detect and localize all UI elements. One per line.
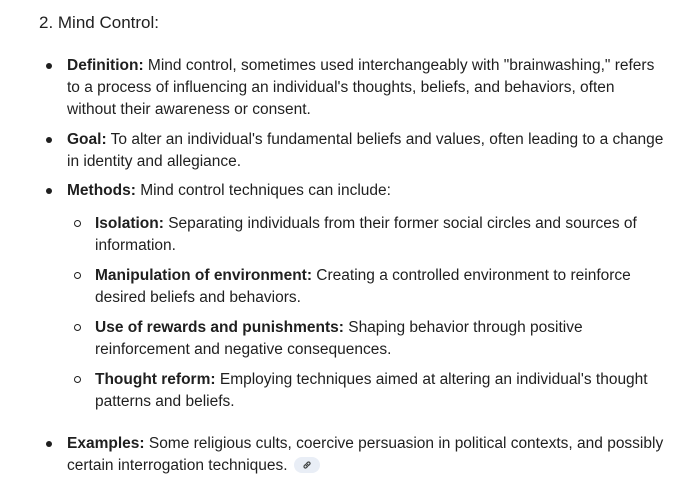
bullet-dot (46, 63, 52, 69)
item-text: Some religious cults, coercive persuasion in political contexts, and possibly certain interrogation techniques. (67, 435, 664, 474)
sub-bullet-ring (74, 324, 81, 331)
sub-bullet-ring (74, 376, 81, 383)
sub-bullet-ring (74, 220, 81, 227)
item-text: Mind control, sometimes used interchangeably with "brainwashing," refers to a process of influencing an individual's thoughts, beliefs, and behaviors, often without their awareness or consent. (67, 57, 655, 118)
item-label: Examples: (67, 435, 145, 452)
sub-item-label: Thought reform: (95, 371, 216, 388)
citation-link-button[interactable] (294, 457, 320, 473)
link-icon (302, 460, 312, 470)
bullet-dot (46, 441, 52, 447)
bullet-dot (46, 137, 52, 143)
item-label: Methods: (67, 182, 136, 199)
sub-item-thought-reform (95, 369, 670, 413)
sub-item-label: Manipulation of environment: (95, 267, 312, 284)
bullet-dot (46, 188, 52, 194)
sub-item-label: Isolation: (95, 215, 164, 232)
sub-item-manipulation (95, 265, 670, 309)
sub-item-text: Employing techniques aimed at altering an individual's thought patterns and beliefs. (95, 371, 648, 410)
sub-item-isolation (95, 213, 670, 257)
list-item-methods (67, 180, 667, 202)
list-item-goal (67, 129, 667, 173)
sub-item-label: Use of rewards and punishments: (95, 319, 344, 336)
section-heading: 2. Mind Control: (39, 13, 159, 32)
sub-item-text: Shaping behavior through positive reinforcement and negative consequences. (95, 319, 583, 358)
sub-item-text: Separating individuals from their former social circles and sources of information. (95, 215, 637, 254)
list-item-definition (67, 55, 667, 121)
sub-item-rewards (95, 317, 670, 361)
sub-item-text: Creating a controlled environment to reinforce desired beliefs and behaviors. (95, 267, 631, 306)
list-item-examples (67, 433, 667, 477)
sub-bullet-ring (74, 272, 81, 279)
item-label: Definition: (67, 57, 144, 74)
item-label: Goal: (67, 131, 107, 148)
item-text: Mind control techniques can include: (135, 182, 391, 199)
item-text: To alter an individual's fundamental beliefs and values, often leading to a change in identity and allegiance. (67, 131, 664, 170)
